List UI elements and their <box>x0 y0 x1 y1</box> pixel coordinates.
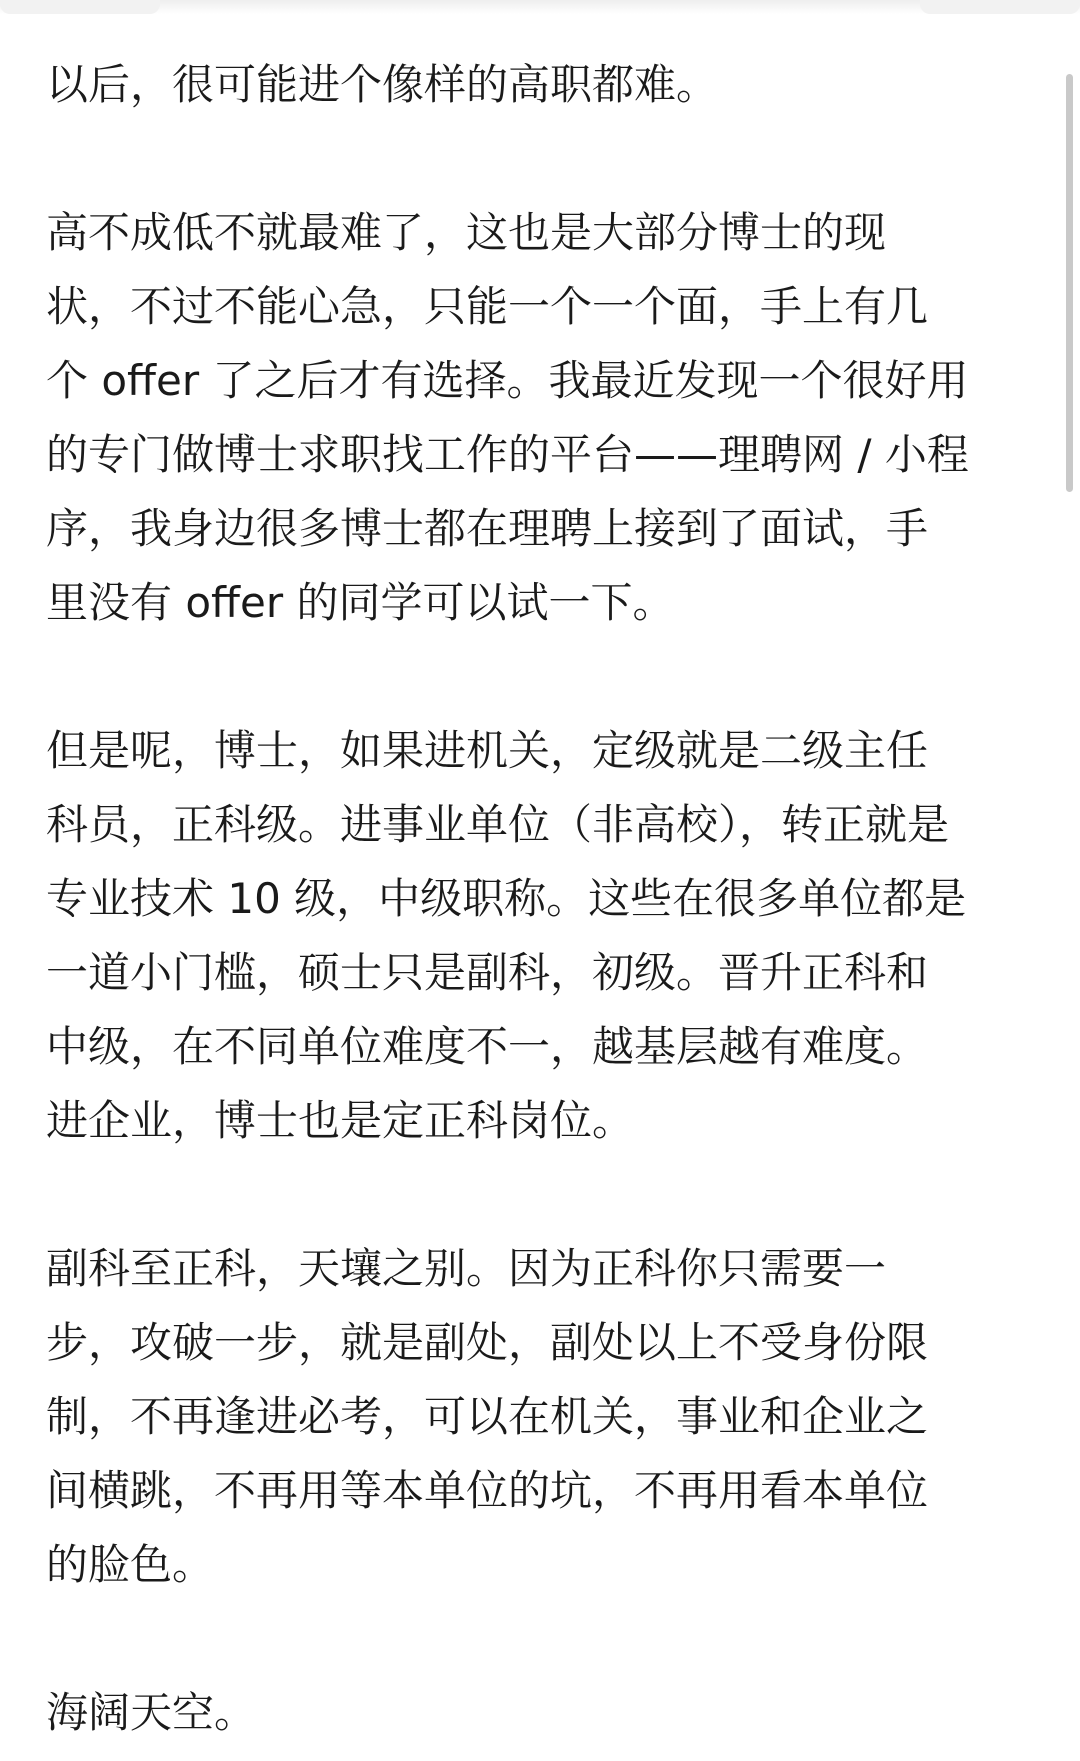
paragraph-2: 高不成低不就最难了，这也是大部分博士的现 状，不过不能心急，只能一个一个面，手上有几 个 offer 了之后才有选择。我最近发现一个很好用 的专门做博士求职找工作的平台——理聘网 / 小程 序，我身边很多博士都在理聘上接到了面试，手 里没有 offer 的同学可以试一下。 <box>46 208 969 627</box>
paragraph-4: 副科至正科，天壤之别。因为正科你只需要一 步，攻破一步，就是副处，副处以上不受身份限 制，不再逢进必考，可以在机关，事业和企业之 间横跳，不再用等本单位的坑，不再用看本单位 的脸色。 <box>46 1244 929 1589</box>
vertical-scrollbar[interactable] <box>1066 74 1073 492</box>
article-body <box>46 48 1036 1750</box>
paragraph-3: 但是呢，博士，如果进机关，定级就是二级主任 科员，正科级。进事业单位（非高校），转正就是 专业技术 10 级，中级职称。这些在很多单位都是 一道小门槛，硕士只是副科，初级。晋升正科和 中级，在不同单位难度不一，越基层越有难度。 进企业，博士也是定正科岗位。 <box>46 726 967 1145</box>
top-left-card-edge <box>0 0 160 14</box>
paragraph-1: 以后，很可能进个像样的高职都难。 <box>46 60 719 109</box>
paragraph-5: 海阔天空。 <box>46 1688 257 1737</box>
top-right-card-edge <box>920 0 1080 14</box>
top-edge-shadow <box>0 0 1080 14</box>
